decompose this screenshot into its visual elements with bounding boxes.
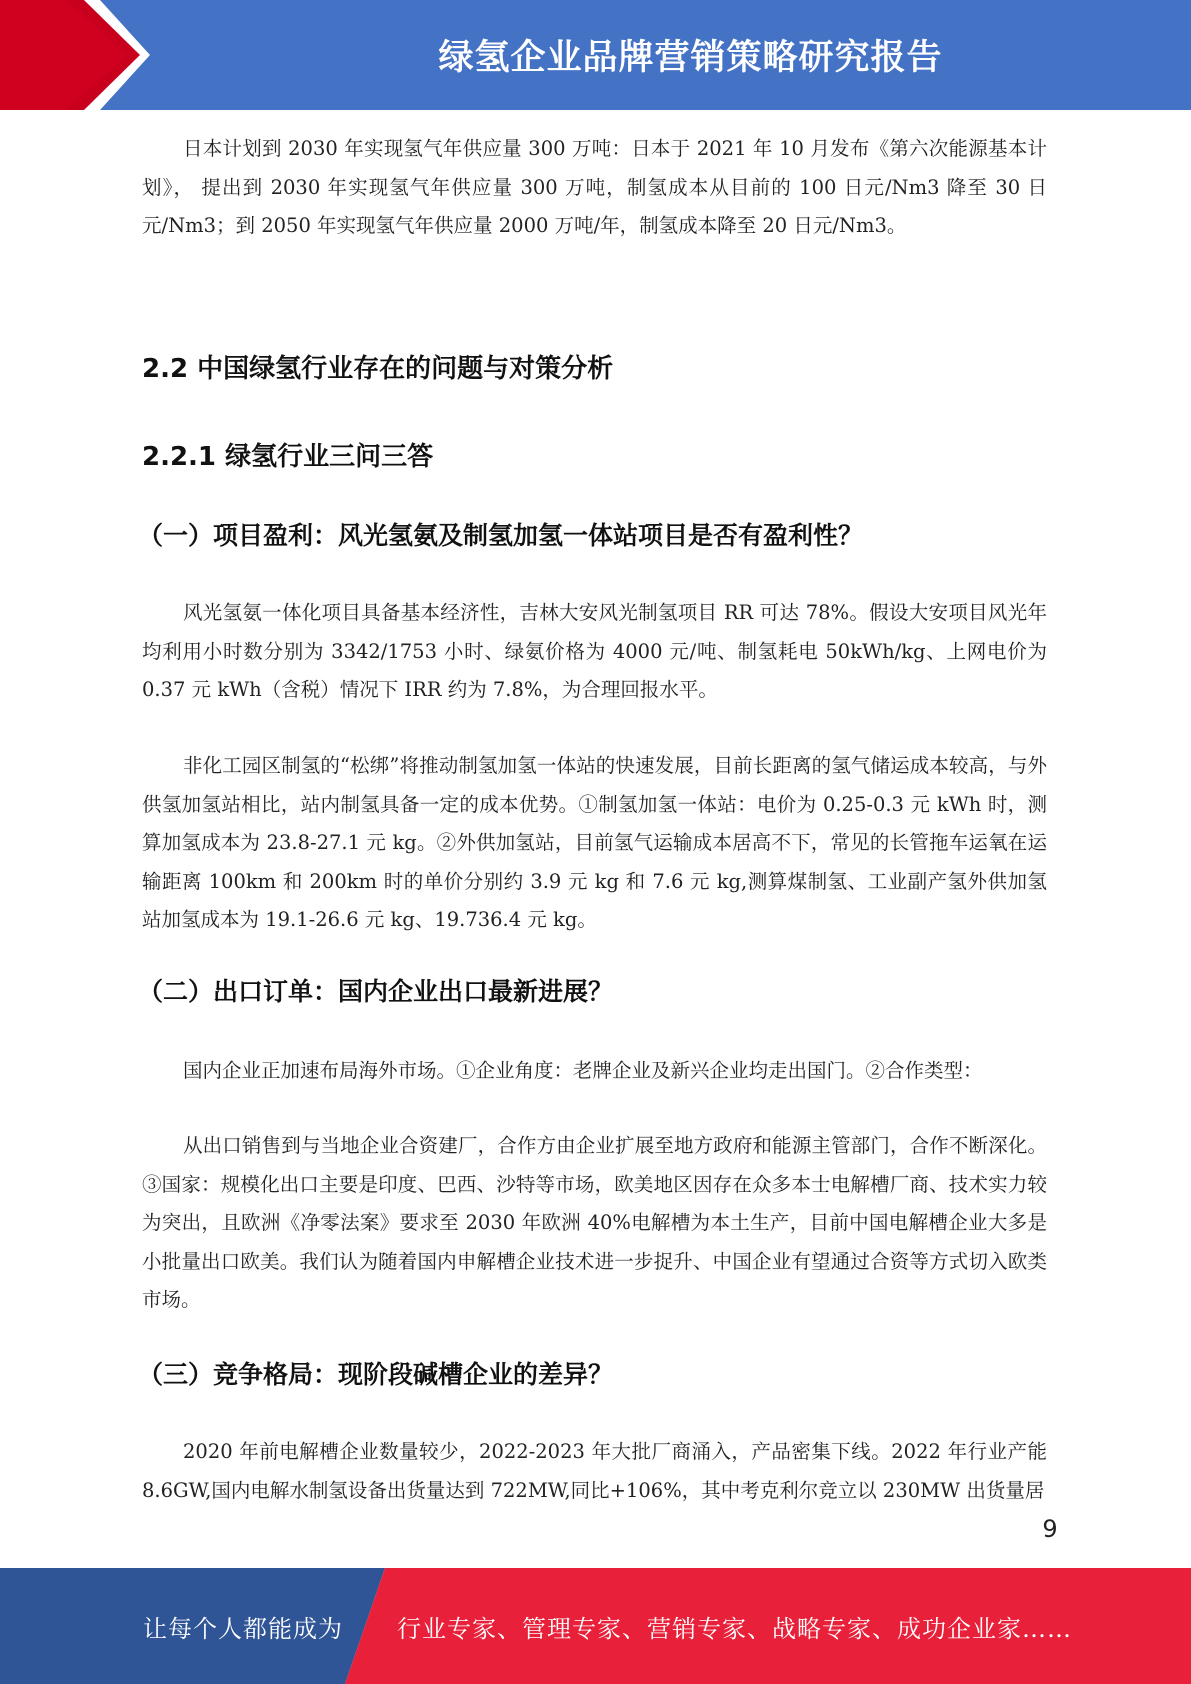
page-number: 9 (1042, 1515, 1058, 1543)
q3-paragraph-1: 2020 年前电解槽企业数量较少，2022-2023 年大批厂商涌入，产品密集下线。2022 年行业产能 8.6GW,国内电解水制氢设备出货量达到 722MW,同比+106%，其中考克利尔竞立以 230MW 出货量居 (142, 1440, 1047, 1502)
q2-paragraph-1: 国内企业正加速布局海外市场。①企业角度：老牌企业及新兴企业均走出国门。②合作类型： (183, 1059, 983, 1082)
q1-paragraph-1: 风光氢氨一体化项目具备基本经济性，吉林大安风光制氢项目 RR 可达 78%。假设大安项目风光年均利用小时数分别为 3342/1753 小时、绿氨价格为 4000 元/吨、制氢耗电 50kWh/kg、上网电价为 0.37 元 kWh（含税）情况下 IRR 约为 7.8%，为合理回报水平。 (142, 601, 1047, 701)
page-header (0, 0, 1191, 110)
footer-slogan-right: 行业专家、管理专家、营销专家、战略专家、成功企业家…… (397, 1614, 1072, 1643)
document-title: 绿氢企业品牌营销策略研究报告 (438, 38, 943, 78)
question-3-heading: （三）竞争格局：现阶段碱槽企业的差异？ (138, 1360, 614, 1389)
question-2-heading: （二）出口订单：国内企业出口最新进展？ (138, 977, 614, 1006)
footer-slogan-left: 让每个人都能成为 (143, 1614, 343, 1643)
section-heading-2-2-1: 2.2.1 绿氢行业三问三答 (142, 442, 434, 472)
red-arrow-decoration (0, 0, 150, 110)
page-footer (0, 1568, 1191, 1684)
question-1-heading: （一）项目盈利：风光氢氨及制氢加氢一体站项目是否有盈利性？ (138, 521, 864, 550)
section-heading-2-2: 2.2 中国绿氢行业存在的问题与对策分析 (142, 354, 614, 384)
intro-paragraph: 日本计划到 2030 年实现氢气年供应量 300 万吨：日本于 2021 年 10 月发布《第六次能源基本计划》， 提出到 2030 年实现氢气年供应量 300 万吨，制氢成本从目前的 100 日元/Nm3 降至 30 日元/Nm3；到 2050 年实现氢气年供应量 2000 万吨/年，制氢成本降至 20 日元/Nm3。 (142, 137, 1047, 237)
q1-paragraph-2: 非化工园区制氢的“松绑”将推动制氢加氢一体站的快速发展，目前长距离的氢气储运成本较高，与外供氢加氢站相比，站内制氢具备一定的成本优势。①制氢加氢一体站：电价为 0.25-0.3 元 kWh 时，测算加氢成本为 23.8-27.1 元 kg。②外供加氢站，目前氢气运输成本居高不下，常见的长管拖车运氧在运输距离 100km 和 200km 时的单价分别约 3.9 元 kg 和 7.6 元 kg,测算煤制氢、工业副产氢外供加氢站加氢成本为 19.1-26.6 元 kg、19.736.4 元 kg。 (142, 754, 1047, 931)
q2-paragraph-2: 从出口销售到与当地企业合资建厂，合作方由企业扩展至地方政府和能源主管部门，合作不断深化。③国家：规模化出口主要是印度、巴西、沙特等市场，欧美地区因存在众多本士电解槽厂商、技术实力较为突出，且欧洲《净零法案》要求至 2030 年欧洲 40%电解槽为本土生产，目前中国电解槽企业大多是小批量出口欧美。我们认为随着国内申解槽企业技术进一步捉升、中国企业有望通过合资等方式切入欧类市场。 (142, 1134, 1047, 1311)
